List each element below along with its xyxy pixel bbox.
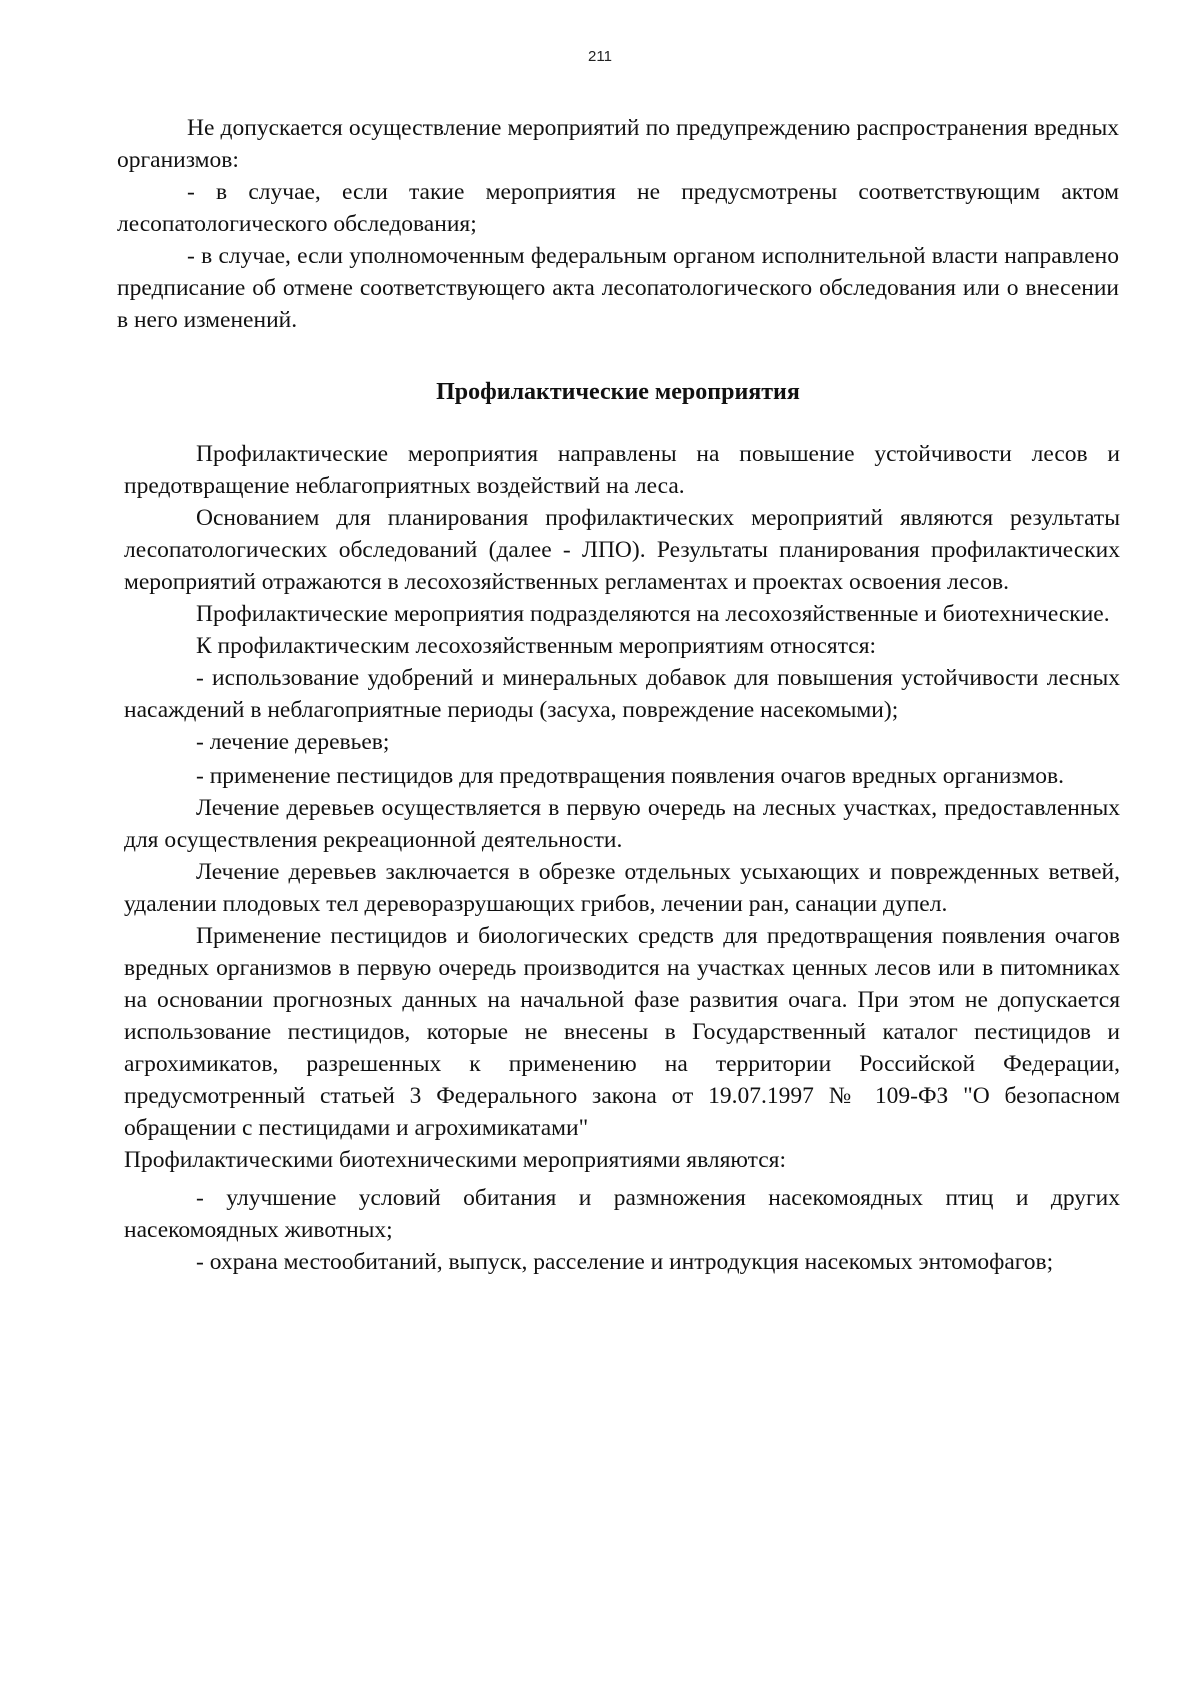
intro-list-item: - в случае, если уполномоченным федеральным органом исполнительной власти направлено предписание об отмене соответствующего акта лесопатологического обследования или о внесении в него изменений.	[117, 243, 1119, 333]
list-item: - использование удобрений и минеральных добавок для повышения устойчивости лесных насаждений в неблагоприятные периоды (засуха, повреждение насекомыми);	[124, 665, 1120, 723]
intro-paragraph: Не допускается осуществление мероприятий по предупреждению распространения вредных организмов:	[117, 115, 1119, 173]
body-paragraph: Профилактическими биотехническими мероприятиями являются:	[124, 1147, 787, 1173]
intro-block	[117, 112, 1119, 446]
body-paragraph: К профилактическим лесохозяйственным мероприятиям относятся:	[196, 633, 877, 659]
list-item: - применение пестицидов для предотвращения появления очагов вредных организмов.	[196, 763, 1064, 789]
body-paragraph: Применение пестицидов и биологических средств для предотвращения появления очагов вредных организмов в первую очередь производится на участках ценных лесов или в питомниках на основании прогнозных данных на начальной фазе развития очага. При этом не допускается использование пестицидов, которые не внесены в Государственный каталог пестицидов и агрохимикатов, разрешенных к применению на территории Российской Федерации, предусмотренный статьей 3 Федерального закона от 19.07.1997 № 109-ФЗ "О безопасном обращении с пестицидами и агрохимикатами"	[124, 923, 1120, 1141]
body-paragraph: Лечение деревьев осуществляется в первую очередь на лесных участках, предоставленных для осуществления рекреационной деятельности.	[124, 795, 1120, 853]
page-number: 211	[588, 48, 612, 65]
section-body	[124, 438, 1120, 1278]
intro-list-item: - в случае, если такие мероприятия не предусмотрены соответствующим актом лесопатологического обследования;	[117, 179, 1119, 237]
list-item: - охрана местообитаний, выпуск, расселение и интродукция насекомых энтомофагов;	[196, 1249, 1054, 1275]
section-title: Профилактические мероприятия	[436, 379, 800, 405]
list-item: - лечение деревьев;	[196, 729, 390, 755]
body-paragraph: Основанием для планирования профилактических мероприятий являются результаты лесопатологических обследований (далее - ЛПО). Результаты планирования профилактических мероприятий отражаются в лесохозяйственных регламентах и проектах освоения лесов.	[124, 505, 1120, 595]
body-paragraph: Лечение деревьев заключается в обрезке отдельных усыхающих и поврежденных ветвей, удалении плодовых тел дереворазрушающих грибов, лечении ран, санации дупел.	[124, 859, 1120, 917]
body-paragraph: Профилактические мероприятия подразделяются на лесохозяйственные и биотехнические.	[196, 601, 1110, 627]
list-item: - улучшение условий обитания и размножения насекомоядных птиц и других насекомоядных животных;	[124, 1185, 1120, 1243]
body-paragraph: Профилактические мероприятия направлены на повышение устойчивости лесов и предотвращение неблагоприятных воздействий на леса.	[124, 441, 1120, 499]
